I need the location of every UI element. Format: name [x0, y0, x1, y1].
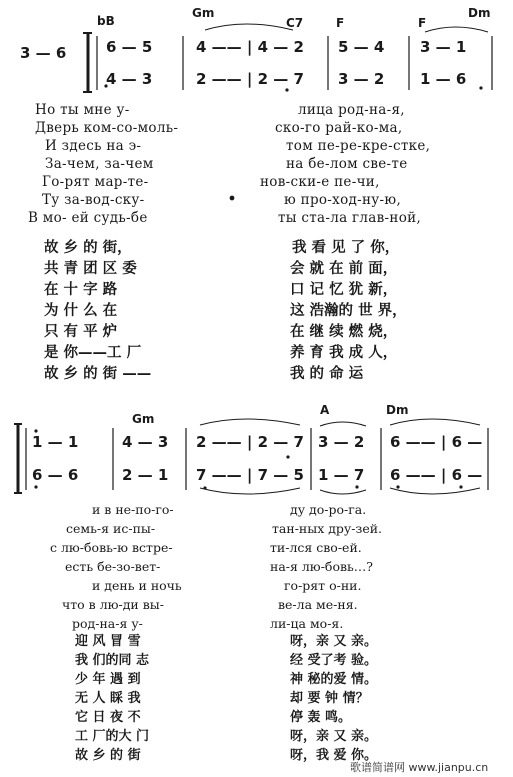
lyric-line: Дверь ком-со-моль- — [35, 120, 179, 136]
chord-label: Dm — [386, 403, 409, 417]
chord-label: Dm — [468, 6, 491, 20]
melody-lower: 2 —— | 2 — 7 — [196, 70, 304, 88]
lyric-line: Го-рят мар-те- — [42, 174, 149, 190]
melody-lower: 2 — 1 — [122, 466, 169, 484]
lyric-line: с лю-бовь-ю встре- — [50, 540, 173, 555]
lyric-line: 会 就 在 前 面， — [290, 261, 398, 277]
chord-label: F — [336, 16, 345, 30]
octave-dot — [34, 485, 37, 488]
lyric-line: ли-ца мо-я. — [270, 616, 344, 631]
tie-arc — [390, 419, 480, 425]
lyric-line: что в лю-ди вы- — [62, 597, 164, 612]
slur-arc — [320, 422, 366, 426]
tie-arc — [200, 488, 300, 494]
lyric-line: 口 记 忆 犹 新， — [290, 282, 398, 298]
lyric-line: 故 乡 的 街 —— — [44, 366, 152, 382]
lyric-line: 神 秘的爱 情。 — [290, 672, 378, 687]
octave-dot — [355, 485, 358, 488]
melody-upper: 3 — 1 — [420, 38, 467, 56]
melody-lower: 1 — 7 — [318, 466, 365, 484]
melody-lower: 4 — 3 — [106, 70, 153, 88]
lyric-line: 少 年 遇 到 — [75, 672, 141, 687]
octave-dot — [285, 88, 288, 91]
melody-upper: 3 — 2 — [318, 433, 365, 451]
lyric-line: 呀，亲 又 亲。 — [290, 634, 378, 649]
melody-upper: 5 — 4 — [338, 38, 385, 56]
lyric-line: 无 人 睬 我 — [75, 691, 141, 706]
lyric-line: 在 十 字 路 — [44, 282, 118, 298]
lyric-line: есть бе-зо-вет- — [65, 559, 161, 574]
lyric-line: том пе-ре-кре-стке, — [286, 138, 431, 154]
tie-arc — [200, 419, 300, 425]
octave-dot — [479, 86, 482, 89]
site-watermark: 歌谱简谱网 www.jianpu.cn — [350, 761, 489, 774]
melody-upper: 2 —— | 2 — 7 — [196, 433, 304, 451]
lyric-line: 共 青 团 区 委 — [44, 261, 137, 277]
lyric-line: Ту за-вод-ску- — [42, 192, 145, 208]
lyric-line: 却 要 钟 情？ — [290, 691, 369, 706]
octave-dot — [459, 485, 462, 488]
melody-upper: 6 —— | 6 — — [390, 433, 483, 451]
lyric-line: В мо- ей судь-бе — [28, 210, 148, 226]
octave-dot — [396, 485, 399, 488]
lyric-line: Но ты мне у- — [35, 102, 130, 118]
lyric-line: 迎 风 冒 雪 — [75, 634, 141, 649]
chord-label: Gm — [192, 6, 215, 20]
tie-arc — [425, 27, 488, 32]
lyric-line: род-на-я у- — [72, 616, 143, 631]
lyric-line: и в не-по-го- — [92, 502, 174, 517]
melody-lower: 1 — 6 — [420, 70, 467, 88]
melody-upper: 6 — 5 — [106, 38, 153, 56]
lyric-line: 这 浩瀚的 世 界， — [290, 303, 407, 319]
chord-label: Gm — [132, 412, 155, 426]
chord-label: A — [320, 403, 330, 417]
key-signature: bB — [97, 14, 115, 28]
tie-arc — [390, 488, 480, 494]
lyric-line: ти-лся сво-ей. — [270, 540, 362, 555]
lyric-line: И здесь на э- — [45, 138, 142, 154]
lyric-line: 我 的 命 运 — [290, 366, 364, 382]
lyric-line: и день и ночь — [92, 578, 182, 593]
melody-upper: 1 — 1 — [32, 433, 79, 451]
melody-lower: 7 —— | 7 — 5 — [196, 466, 304, 484]
lyric-line: нов-ски-е пе-чи, — [260, 174, 380, 190]
slur-arc — [320, 490, 366, 494]
melody-lower: 6 —— | 6 — — [390, 466, 483, 484]
lyric-line: ско-го рай-ко-ма, — [275, 120, 403, 136]
octave-dot — [203, 486, 206, 489]
lyric-line: 故 乡 的 街， — [44, 240, 132, 256]
pickup-notes: 3 — 6 — [20, 44, 67, 62]
lyric-line: 在 继 续 燃 烧， — [290, 324, 398, 340]
chord-label: F — [418, 16, 427, 30]
lyric-line: ю про-ход-ну-ю, — [284, 192, 402, 208]
melody-upper: 4 — 3 — [122, 433, 169, 451]
lyric-line: на бе-лом све-те — [286, 156, 408, 172]
lyric-line: лица род-на-я, — [298, 102, 405, 118]
lyric-line: 呀，亲 又 亲。 — [290, 729, 378, 744]
lyric-line: За-чем, за-чем — [45, 156, 154, 172]
lyric-line: ве-ла ме-ня. — [278, 597, 358, 612]
lyric-line: 呀，我 爱 你。 — [290, 748, 378, 763]
lyric-line: 只 有 平 炉 — [44, 324, 118, 340]
russian-lyrics-block-1 — [0, 101, 513, 231]
melody-lower: 6 — 6 — [32, 466, 79, 484]
lyric-line: тан-ных дру-зей. — [272, 521, 383, 536]
lyric-line: 它 日 夜 不 — [75, 710, 141, 725]
lyric-line: 我 们的同 志 — [75, 653, 150, 668]
chinese-lyrics-block-2 — [0, 632, 513, 767]
lyric-line: ду до-ро-га. — [290, 502, 367, 517]
lyric-line: на-я лю-бовь…? — [270, 559, 374, 574]
lyric-line: 故 乡 的 街 — [75, 748, 141, 763]
chinese-lyrics-block-1 — [0, 238, 513, 388]
lyric-line: го-рят о-ни. — [284, 578, 362, 593]
lyric-line: ты ста-ла глав-ной, — [278, 210, 422, 226]
lyric-line: 我 看 见 了 你， — [292, 240, 400, 256]
lyric-line: 停 轰 鸣。 — [290, 710, 352, 725]
lyric-line: 工 厂的大 门 — [75, 729, 150, 744]
chord-label: C7 — [286, 16, 304, 30]
lyric-line: семь-я ис-пы- — [66, 521, 156, 536]
lyric-line: 经 受了考 验。 — [290, 653, 378, 668]
lyric-line: 为 什 么 在 — [44, 303, 118, 319]
lyric-line: 是 你——工 厂 — [44, 345, 142, 361]
melody-lower: 3 — 2 — [338, 70, 385, 88]
melody-upper: 4 —— | 4 — 2 — [196, 38, 304, 56]
russian-lyrics-block-2 — [0, 500, 513, 635]
lyric-line: 养 育 我 成 人， — [290, 345, 398, 361]
tie-arc — [205, 24, 293, 30]
octave-dot — [286, 455, 289, 458]
